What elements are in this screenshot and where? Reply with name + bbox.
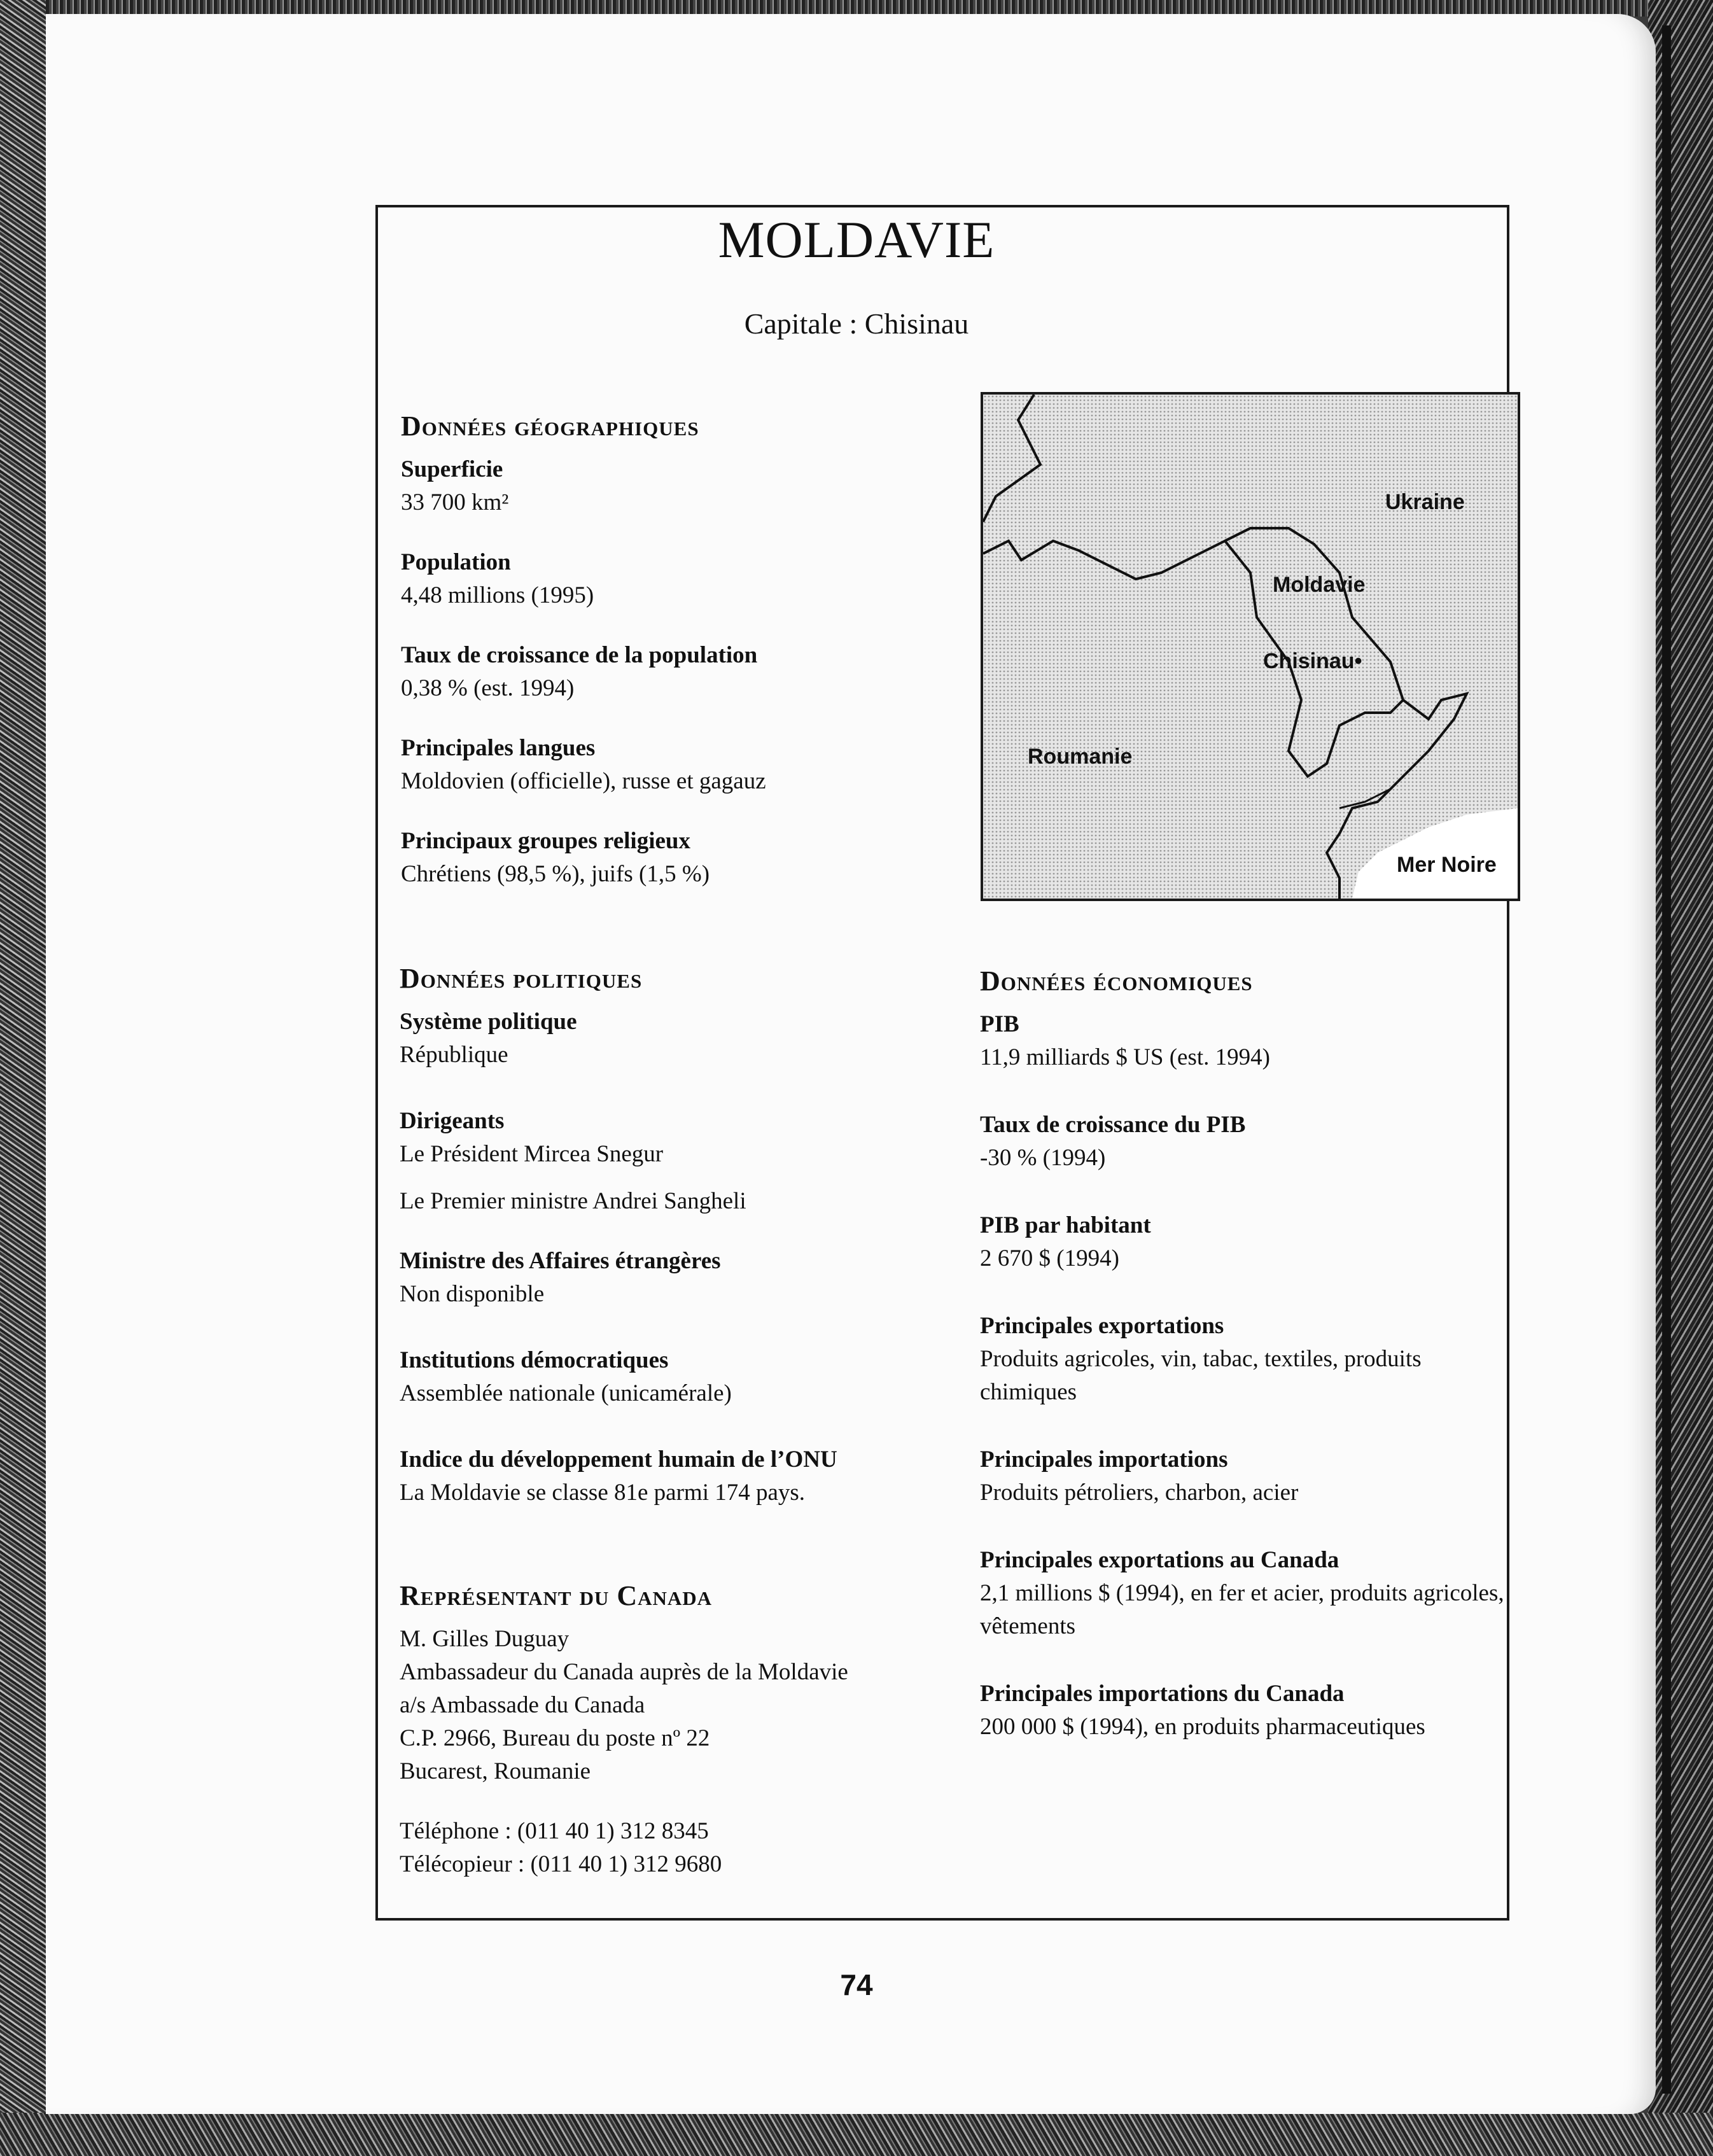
pol-heading: Données politiques <box>400 963 643 994</box>
field-value: Moldovien (officielle), russe et gagauz <box>401 768 766 794</box>
field-label: Principaux groupes religieux <box>401 828 690 854</box>
rep-line: C.P. 2966, Bureau du poste nº 22 <box>400 1725 710 1751</box>
field-label: Taux de croissance du PIB <box>980 1112 1246 1138</box>
land-area <box>983 395 1518 899</box>
field-value: 2,1 millions $ (1994), en fer et acier, produits agricoles, <box>980 1580 1504 1606</box>
geo-field-croissance <box>401 639 961 705</box>
field-label: Principales exportations <box>980 1313 1224 1339</box>
rep-line: a/s Ambassade du Canada <box>400 1692 645 1718</box>
field-value: Le Premier ministre Andrei Sangheli <box>400 1188 746 1214</box>
map-drawing <box>983 395 1518 899</box>
field-value: 200 000 $ (1994), en produits pharmaceutiques <box>980 1714 1425 1740</box>
field-label: Principales langues <box>401 735 596 761</box>
page-number: 74 <box>840 1968 873 2001</box>
eco-field-importations-canada <box>980 1677 1514 1744</box>
field-value: Non disponible <box>400 1281 545 1307</box>
scan-edge-bottom <box>0 2113 1713 2156</box>
field-label: Système politique <box>400 1009 577 1035</box>
capital-line: Capitale : Chisinau <box>744 307 969 340</box>
field-label: Principales exportations au Canada <box>980 1547 1339 1573</box>
field-value: 2 670 $ (1994) <box>980 1245 1119 1271</box>
field-label: Taux de croissance de la population <box>401 642 758 668</box>
rep-section <box>400 1577 972 1881</box>
field-value: 4,48 millions (1995) <box>401 582 594 608</box>
pol-field-dirigeants <box>400 1105 960 1218</box>
eco-field-exportations <box>980 1310 1514 1409</box>
field-label: Principales importations du Canada <box>980 1681 1345 1707</box>
eco-field-exportations-canada <box>980 1544 1514 1643</box>
field-value: 11,9 milliards $ US (est. 1994) <box>980 1044 1270 1070</box>
map-label-ukraine: Ukraine <box>1385 490 1465 514</box>
geo-heading: Données géographiques <box>401 410 699 442</box>
pol-section <box>400 960 960 1509</box>
map-label-chisinau: Chisinau• <box>1263 649 1362 673</box>
rep-line: Bucarest, Roumanie <box>400 1758 591 1784</box>
field-value: République <box>400 1042 508 1068</box>
eco-field-pib-habitant <box>980 1209 1514 1275</box>
field-value: Le Président Mircea Snegur <box>400 1141 664 1167</box>
field-value: vêtements <box>980 1613 1076 1639</box>
rep-line: M. Gilles Duguay <box>400 1626 570 1652</box>
field-label: Dirigeants <box>400 1108 505 1134</box>
eco-field-croissance-pib <box>980 1109 1514 1175</box>
geo-field-religion <box>401 825 961 891</box>
field-value: -30 % (1994) <box>980 1145 1106 1171</box>
field-label: Superficie <box>401 456 503 482</box>
rep-heading: Représentant du Canada <box>400 1580 713 1611</box>
field-value: 33 700 km² <box>401 489 509 515</box>
field-value: Produits agricoles, vin, tabac, textiles, produits chimiques <box>980 1346 1422 1405</box>
field-value: Assemblée nationale (unicamérale) <box>400 1380 732 1406</box>
eco-heading: Données économiques <box>980 965 1253 997</box>
eco-section <box>980 962 1514 1744</box>
eco-field-importations <box>980 1443 1514 1509</box>
field-label: PIB <box>980 1011 1019 1037</box>
field-label: Population <box>401 549 511 575</box>
pol-field-institutions <box>400 1344 960 1410</box>
geo-field-population <box>401 546 961 612</box>
map-label-roumanie: Roumanie <box>1028 745 1133 769</box>
field-label: Indice du développement humain de l’ONU <box>400 1446 837 1473</box>
page-title: MOLDAVIE <box>718 211 995 269</box>
moldova-map <box>981 392 1520 901</box>
field-label: Institutions démocratiques <box>400 1347 669 1373</box>
map-label-mer-noire: Mer Noire <box>1397 853 1497 877</box>
field-label: PIB par habitant <box>980 1212 1151 1238</box>
field-value: La Moldavie se classe 81e parmi 174 pays. <box>400 1480 806 1506</box>
pol-field-indice <box>400 1443 960 1509</box>
field-label: Principales importations <box>980 1446 1228 1473</box>
eco-field-pib <box>980 1008 1514 1074</box>
rep-line: Ambassadeur du Canada auprès de la Moldavie <box>400 1659 848 1685</box>
rep-telephone: Téléphone : (011 40 1) 312 8345 <box>400 1818 709 1844</box>
field-value: Produits pétroliers, charbon, acier <box>980 1480 1299 1506</box>
pol-field-systeme <box>400 1005 960 1072</box>
field-value: 0,38 % (est. 1994) <box>401 675 575 701</box>
map-label-moldavie: Moldavie <box>1273 573 1366 597</box>
pol-field-ministre <box>400 1245 960 1311</box>
field-value: Chrétiens (98,5 %), juifs (1,5 %) <box>401 861 710 887</box>
field-label: Ministre des Affaires étrangères <box>400 1248 721 1274</box>
geo-section <box>401 407 961 891</box>
geo-field-superficie <box>401 453 961 519</box>
rep-telecopieur: Télécopieur : (011 40 1) 312 9680 <box>400 1851 722 1877</box>
geo-field-langues <box>401 732 961 798</box>
